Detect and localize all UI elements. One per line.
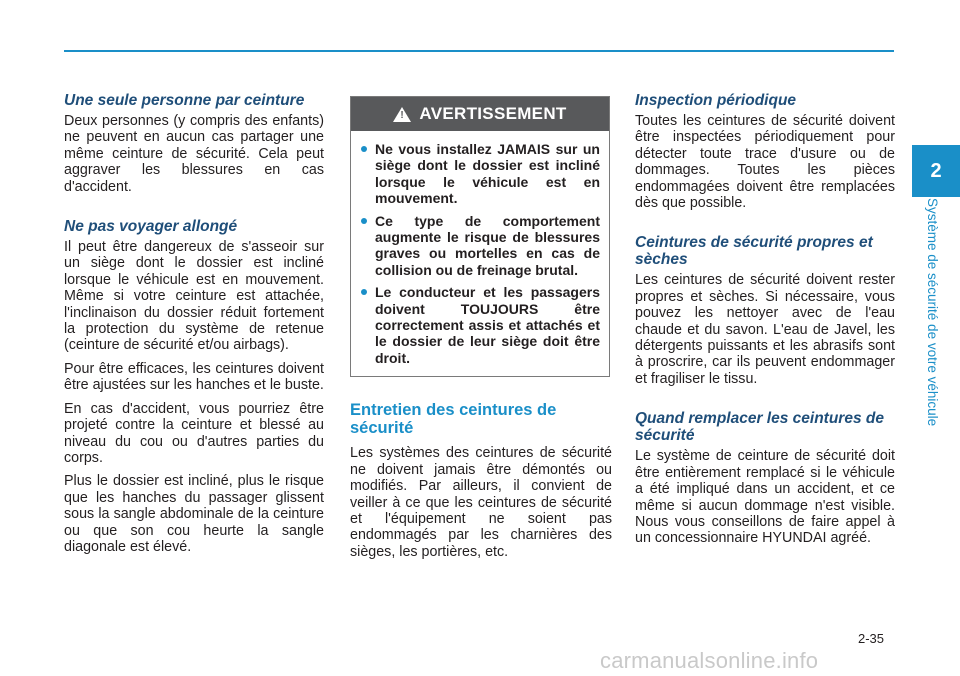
warning-item: Le conducteur et les passagers doivent TOUJOURS être correctement assis et attachés et le dossier de leur siège doit être droit. (361, 284, 600, 366)
column-left (64, 92, 324, 562)
warning-item: Ne vous installez JAMAIS sur un siège dont le dossier est incliné lorsque le véhicule est en mouvement. (361, 141, 600, 207)
paragraph: Le système de ceinture de sécurité doit être entièrement remplacé si le véhicule a été impliqué dans un accident, et ce même si aucun dommage n'est visible. Nous vous conseillons de faire appel à un concessionnaire HYUNDAI agréé. (635, 448, 895, 547)
bullet-icon (361, 146, 367, 152)
warning-list (351, 131, 609, 376)
paragraph: En cas d'accident, vous pourriez être projeté contre la ceinture et blessé au niveau du cou ou d'autres parties du corps. (64, 400, 324, 466)
warning-triangle-icon: ! (393, 107, 411, 122)
paragraph: Deux personnes (y compris des enfants) ne peuvent en aucun cas partager une même ceinture de sécurité. Cela peut aggraver les blessures en cas d'accident. (64, 113, 324, 195)
paragraph: Les ceintures de sécurité doivent rester propres et sèches. Si nécessaire, vous pouvez les nettoyer avec de l'eau chaude et du savon. L'eau de Javel, les détergents puissants et les abrasifs sont à proscrire, car ils peuvent endommager et fragiliser le tissu. (635, 272, 895, 387)
page-number: 2-35 (858, 631, 885, 646)
column-right (635, 92, 895, 554)
warning-box (350, 96, 610, 377)
heading-when-to-replace: Quand remplacer les ceintures de sécurité (635, 410, 884, 445)
section-title-belt-maintenance: Entretien des ceintures de sécurité (350, 401, 557, 438)
heading-clean-dry-belts: Ceintures de sécurité propres et sèches (635, 234, 873, 269)
paragraph: Il peut être dangereux de s'asseoir sur un siège dont le dossier est incliné lorsque le véhicule est en mouvement. Même si votre ceinture est attachée, l'inclinaison du dossier réduit fortement la protection du système de retenue (ceinture de sécurité et/ou airbags). (64, 239, 324, 354)
heading-one-person-per-belt: Une seule personne par ceinture (64, 92, 305, 109)
paragraph: Pour être efficaces, les ceintures doivent être ajustées sur les hanches et le buste. (64, 360, 324, 394)
chapter-tab: 2 (912, 145, 960, 197)
paragraph: Les systèmes des ceintures de sécurité ne doivent jamais être démontés ou modifiés. Par ailleurs, il convient de veiller à ce que les ceintures de sécurité et l'équipement ne soient pas endommagés par les charnières des sièges, les portières, etc. (350, 445, 612, 560)
header-rule (64, 50, 894, 52)
warning-item: Ce type de comportement augmente le risque de blessures graves ou mortelles en cas de collision ou de freinage brutal. (361, 213, 600, 279)
watermark: carmanualsonline.info (600, 648, 819, 673)
heading-do-not-ride-reclined: Ne pas voyager allongé (64, 218, 238, 236)
bullet-icon (361, 218, 367, 224)
warning-label: AVERTISSEMENT (419, 104, 567, 123)
chapter-title: Système de sécurité de votre véhicule (925, 198, 940, 427)
heading-periodic-inspection: Inspection périodique (635, 92, 797, 109)
column-middle (350, 92, 612, 567)
warning-header (351, 97, 609, 131)
bullet-icon (361, 289, 367, 295)
paragraph: Plus le dossier est incliné, plus le risque que les hanches du passager glissent sous la sangle abdominale de la ceinture ou que son cou heurte la sangle diagonale est élevé. (64, 473, 324, 555)
paragraph: Toutes les ceintures de sécurité doivent être inspectées périodiquement pour détecter toute trace d'usure ou de dommages. Toutes les pièces endommagées doivent être remplacées dès que possible. (635, 113, 895, 212)
